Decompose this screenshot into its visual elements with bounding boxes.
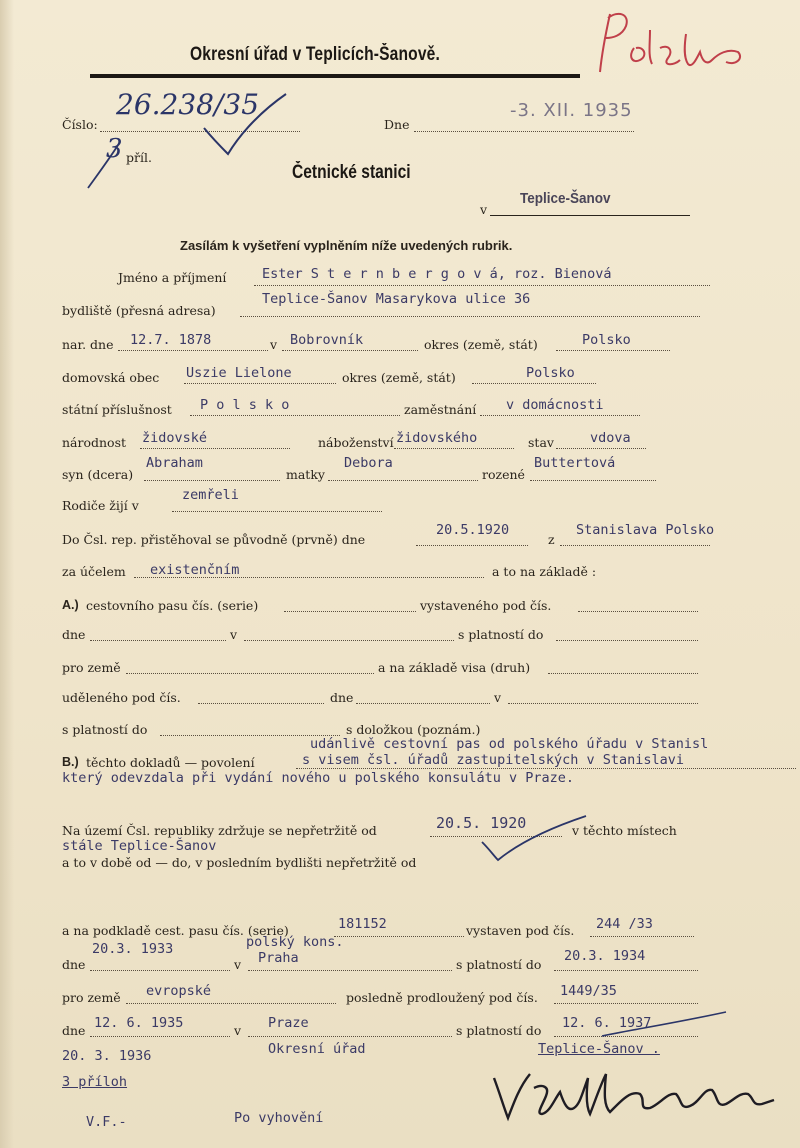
domovska-country-value: Polsko [526, 365, 575, 381]
passport-dne2-value: 12. 6. 1935 [94, 1015, 184, 1031]
passport-issued-value: 244 /33 [596, 916, 653, 932]
b-value-line-1: udánlivě cestovní pas od polského úřadu v Stanisl [310, 736, 709, 752]
domovska-okres-label: okres (země, stát) [342, 370, 456, 385]
red-handwritten-annotation [588, 8, 758, 78]
rodice-value: zemřeli [182, 487, 239, 503]
nabozenstvi-line [394, 448, 514, 449]
mother-line [328, 480, 478, 481]
passport-v2-value: Praze [268, 1015, 309, 1031]
b-value-line-3: který odevzdala při vydání nového u polského konsulátu v Praze. [62, 770, 575, 786]
passport-issuer-value: polský kons. [246, 934, 344, 950]
born-label: nar. dne [62, 337, 114, 352]
station-underline [490, 215, 690, 216]
udeleneho-dne-line [356, 703, 490, 704]
passport-extended-value: 1449/35 [560, 983, 617, 999]
passport-pro-zeme-line [126, 1003, 336, 1004]
mother-maiden-value: Buttertová [534, 455, 616, 471]
nabozenstvi-label: náboženství [318, 435, 394, 450]
footer-office: Okresní úřad [268, 1041, 366, 1057]
stay-label: Na území Čsl. republiky zdržuje se nepřetržitě od [62, 823, 377, 838]
born-v-label: v [270, 337, 278, 352]
name-line [254, 285, 710, 286]
domovska-value: Uszie Lielone [186, 365, 292, 381]
passport-validity-line [554, 970, 698, 971]
footer-attachments: 3 příloh [62, 1074, 128, 1090]
born-date-value: 12.7. 1878 [130, 332, 212, 348]
issued-under-label: vystaveného pod čís. [420, 598, 552, 613]
residence-value: Teplice-Šanov Masarykova ulice 36 [262, 291, 531, 307]
passport-dne-value: 20.3. 1933 [92, 941, 174, 957]
narodnost-value: židovské [142, 430, 208, 446]
footer-date: 20. 3. 1936 [62, 1048, 152, 1064]
passport-extended-label: posledně prodloužený pod čís. [346, 990, 538, 1005]
date-stamp: -3. XII. 1935 [510, 100, 633, 121]
passport-pro-zeme-label: pro země [62, 990, 121, 1005]
passport-validity-value: 20.3. 1934 [564, 948, 646, 964]
a-label: A.) [62, 598, 79, 612]
statni-label: státní příslušnost [62, 402, 172, 417]
a-pro-zeme-line [126, 673, 374, 674]
domovska-line [184, 383, 336, 384]
visa-line [548, 673, 698, 674]
immigration-date-line [416, 545, 528, 546]
born-line [118, 350, 268, 351]
dne-label: Dne [384, 117, 410, 132]
station-title: Četnické stanici [292, 162, 411, 183]
born-country-value: Polsko [582, 332, 631, 348]
passport-dne2-label: dne [62, 1023, 86, 1038]
dolozka-label: s doložkou (poznám.) [346, 722, 481, 737]
basis-label: a to na základě : [492, 564, 597, 579]
official-signature [490, 1064, 780, 1124]
passport-v-label: v [234, 957, 242, 972]
immigration-from-value: Stanislava Polsko [576, 522, 715, 538]
b-validity-label: s platností do [62, 722, 148, 737]
passport-pro-zeme-value: evropské [146, 983, 212, 999]
udeleneho-v-line [508, 703, 698, 704]
a-v-label: v [230, 627, 238, 642]
pril-stroke [84, 136, 124, 192]
cislo-check-mark [200, 88, 290, 158]
narodnost-line [140, 448, 290, 449]
stay-date-value: 20.5. 1920 [436, 814, 527, 832]
b-text: těchto dokladů — povolení [86, 755, 255, 770]
office-heading: Okresní úřad v Teplicích-Šanově. [190, 44, 440, 65]
stay-last-label: a to v době od — do, v posledním bydlišti nepřetržitě od [62, 855, 417, 870]
town-stamp: Teplice-Šanov [520, 190, 611, 207]
footer-po-vyhoveni: Po vyhovění [234, 1110, 324, 1126]
purpose-label: za účelem [62, 564, 126, 579]
syn-label: syn (dcera) [62, 467, 134, 482]
name-label: Jméno a příjmení [118, 270, 227, 285]
a-dne-label: dne [62, 627, 86, 642]
zamestnani-line [480, 415, 640, 416]
immigration-label: Do Čsl. rep. přistěhoval se původně (prvně) dne [62, 532, 366, 547]
name-value: Ester S t e r n b e r g o v á, roz. Bienová [262, 266, 612, 282]
born-country-line [556, 350, 670, 351]
a-validity-line [556, 640, 698, 641]
immigration-z-label: z [548, 532, 555, 547]
a-dne-line [90, 640, 226, 641]
a-v-line [244, 640, 454, 641]
passport-v2-line [248, 1036, 452, 1037]
pril-handwritten: 3 [106, 134, 123, 164]
statni-value: P o l s k o [200, 397, 290, 413]
narodnost-label: národnost [62, 435, 127, 450]
udeleneho-v-label: v [494, 690, 502, 705]
cislo-handwritten: 26.238/35 [116, 88, 260, 121]
zamestnani-value: v domácnosti [506, 397, 604, 413]
born-place-line [282, 350, 418, 351]
domovska-label: domovská obec [62, 370, 160, 385]
rozene-label: rozené [482, 467, 525, 482]
mother-value: Debora [344, 455, 393, 471]
station-v-label: v [480, 202, 488, 217]
passport-dne-label: dne [62, 957, 86, 972]
visa-label: a na základě visa (druh) [378, 660, 531, 675]
residence-line [240, 316, 700, 317]
footer-town: Teplice-Šanov . [538, 1041, 660, 1057]
passport-dne2-line [90, 1036, 230, 1037]
rodice-line [172, 511, 382, 512]
passport-number-line [334, 936, 464, 937]
stav-label: stav [528, 435, 554, 450]
passport-dne-line [90, 970, 230, 971]
passport-label: a na podkladě cest. pasu čís. (serie) [62, 923, 289, 938]
passport-v2-label: v [234, 1023, 242, 1038]
stav-value: vdova [590, 430, 631, 446]
footer-vf: V.F.- [86, 1114, 127, 1130]
matky-label: matky [286, 467, 325, 482]
born-okres-label: okres (země, stát) [424, 337, 538, 352]
stay-places-label: v těchto místech [572, 823, 677, 838]
purpose-value: existenčním [150, 562, 240, 578]
a-validity-label: s platností do [458, 627, 544, 642]
passport-series-line [284, 611, 416, 612]
passport-validity2-label: s platností do [456, 1023, 542, 1038]
passport-series-label: cestovního pasu čís. (serie) [86, 598, 259, 613]
passport-validity2-value: 12. 6. 1937 [562, 1015, 652, 1031]
b-value-line-2: s visem čsl. úřadů zastupitelských v Stanislavi [302, 752, 685, 768]
passport-city-value: Praha [258, 950, 299, 966]
immigration-date-value: 20.5.1920 [436, 522, 510, 538]
nabozenstvi-value: židovského [396, 430, 478, 446]
page-fold-shadow [0, 0, 14, 1148]
b-label: B.) [62, 755, 79, 769]
udeleneho-dne-label: dne [330, 690, 354, 705]
passport-v-line [248, 970, 452, 971]
pril-label: příl. [126, 150, 152, 165]
b-line [296, 768, 796, 769]
domovska-country-line [472, 383, 596, 384]
father-line [144, 480, 280, 481]
instruction-text: Zasílám k vyšetření vyplněním níže uvedených rubrik. [180, 238, 513, 253]
passport-extended-line [554, 1003, 698, 1004]
residence-label: bydliště (přesná adresa) [62, 303, 216, 318]
udeleneho-line [198, 703, 324, 704]
udeleneho-label: uděleného pod čís. [62, 690, 181, 705]
stay-places-value: stále Teplice-Šanov [62, 838, 217, 854]
immigration-from-line [560, 545, 710, 546]
statni-line [190, 415, 400, 416]
passport-issued-line [590, 936, 694, 937]
cislo-label: Číslo: [62, 117, 98, 132]
heading-rule [90, 74, 580, 78]
passport-issued-label: vystaven pod čís. [466, 923, 575, 938]
dne-line [414, 131, 634, 132]
issued-under-line [578, 611, 698, 612]
father-value: Abraham [146, 455, 203, 471]
zamestnani-label: zaměstnání [404, 402, 477, 417]
maiden-line [530, 480, 656, 481]
rodice-label: Rodiče žijí v [62, 498, 139, 513]
passport-validity-label: s platností do [456, 957, 542, 972]
stav-line [556, 448, 646, 449]
born-place-value: Bobrovník [290, 332, 364, 348]
passport-number-value: 181152 [338, 916, 387, 932]
a-pro-zeme-label: pro země [62, 660, 121, 675]
